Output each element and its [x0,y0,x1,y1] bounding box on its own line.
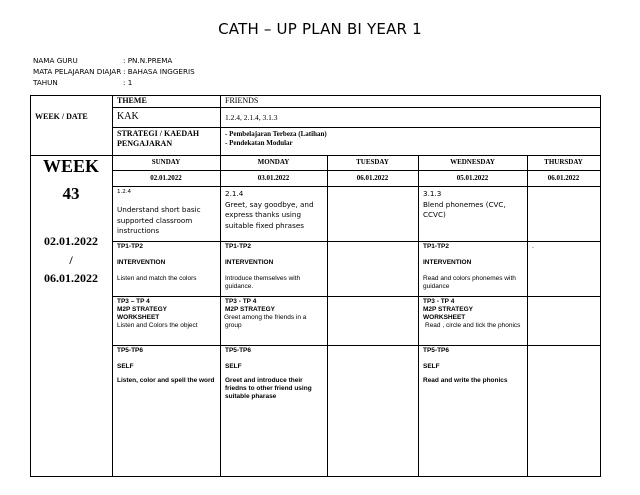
strategy-label [117,129,199,149]
tp-title: TP3 – TP 4 [117,298,150,305]
date-end: 06.01.2022 [44,271,98,285]
tp34-monday [225,298,323,330]
tp56-wednesday [423,347,523,385]
strategy-value [225,130,327,148]
strategy-label-line: STRATEGI / KAEDAH [117,129,200,138]
tp-text: Introduce themselves with guidance. [225,275,301,290]
tp-text: Listen, color and spell the word [117,377,215,384]
info-value: : 1 [123,78,133,87]
tp12-sunday [117,243,219,283]
info-label: NAMA GURU [33,56,78,65]
tp-text: Read and colors phonemes with guidance [423,275,516,290]
tp-title: TP3 - TP 4 [225,298,257,305]
date-thursday: 06.01.2022 [547,174,580,182]
info-label: MATA PELAJARAN DIAJAR [33,67,122,76]
tp12-thursday-mark: . [532,243,534,250]
theme-value: FRIENDS [225,96,259,105]
table-border [220,95,221,156]
tp12-wednesday [423,243,523,291]
tp12-monday [225,243,325,291]
info-label: TAHUN [33,78,58,87]
tp-worksheet: WORKSHEET [423,314,466,321]
tp-text: Listen and Colors the object [117,322,198,329]
kak-value: 1.2.4, 2.1.4, 3.1.3 [225,113,278,122]
tp-text: Greet and introduce their friedns to other friend using suitable pharase [225,377,312,400]
tp-worksheet: WORKSHEET [117,314,160,321]
theme-label: THEME [117,96,147,105]
tp-strategy: M2P STRATEGY [225,306,275,313]
tp-strategy: M2P STRATEGY [117,306,167,313]
standard-code: 3.1.3 [423,189,442,198]
tp56-sunday [117,347,219,385]
standard-text: Blend phonemes (CVC, CCVC) [423,199,506,219]
tp34-wednesday [423,298,523,330]
tp-title: TP5-TP6 [423,347,450,354]
week-word: WEEK [42,156,99,176]
tp-text: Read , circle and tick the phonics [425,322,521,329]
tp-text: Greet among the friends in a group [224,314,307,329]
kak-label: KAK [117,111,139,122]
day-header-tuesday: TUESDAY [356,158,389,166]
week-date-label: WEEK / DATE [35,112,88,121]
date-monday: 03.01.2022 [257,174,290,182]
date-start: 02.01.2022 [44,234,98,248]
tp34-sunday [117,298,219,330]
tp-strategy: M2P STRATEGY [423,306,473,313]
date-separator: / [69,253,73,267]
standard-sunday [117,188,219,237]
standard-text: Understand short basic supported classroom instructions [117,205,201,235]
table-border [220,155,221,477]
tp56-monday [225,347,325,401]
page-title: CATH – UP PLAN BI YEAR 1 [218,20,422,38]
day-header-sunday: SUNDAY [151,158,181,166]
table-border [30,95,601,96]
standard-code: 1.2.4 [117,189,131,195]
week-number: 43 [62,184,80,203]
table-border [112,127,601,128]
strategy-label-line: PENGAJARAN [117,139,173,148]
standard-text: Greet, say goodbye, and express thanks using suitable fixed phrases [225,199,314,230]
tp-sub: INTERVENTION [117,259,166,266]
tp-text: Read and write the phonics [423,377,508,384]
table-border [112,107,601,108]
tp-sub: SELF [423,363,440,370]
standard-code: 2.1.4 [225,189,244,198]
table-border [327,155,328,477]
info-value: : BAHASA INGGERIS [123,67,195,76]
tp-title: TP5-TP6 [225,347,252,354]
tp-title: TP1-TP2 [225,243,252,250]
standard-wednesday [423,189,526,221]
tp-title: TP1-TP2 [423,243,450,250]
info-value: : PN.N.PREMA [123,56,173,65]
standard-monday [225,189,325,231]
day-header-monday: MONDAY [257,158,290,166]
day-header-wednesday: WEDNESDAY [450,158,495,166]
table-border [527,155,528,477]
tp-text: Listen and match the colors [117,275,197,282]
tp-sub: SELF [117,363,134,370]
tp-sub: SELF [225,363,242,370]
table-border [418,155,419,477]
date-tuesday: 06.01.2022 [356,174,389,182]
table-border [30,155,601,156]
tp-title: TP3 - TP 4 [423,298,455,305]
tp-sub: INTERVENTION [225,259,274,266]
strategy-value-line: - Pendekatan Modular [225,139,293,147]
table-border [30,476,601,477]
tp-sub: INTERVENTION [423,259,472,266]
table-border [600,95,601,477]
strategy-value-line: - Pembelajaran Terbeza (Latihan) [225,130,327,138]
tp-title: TP1-TP2 [117,243,144,250]
day-header-thursday: THURSDAY [544,158,583,166]
table-border [112,95,113,477]
table-border [30,95,31,477]
date-sunday: 02.01.2022 [150,174,182,182]
tp-title: TP5-TP6 [117,347,144,354]
date-wednesday: 05.01.2022 [456,174,489,182]
